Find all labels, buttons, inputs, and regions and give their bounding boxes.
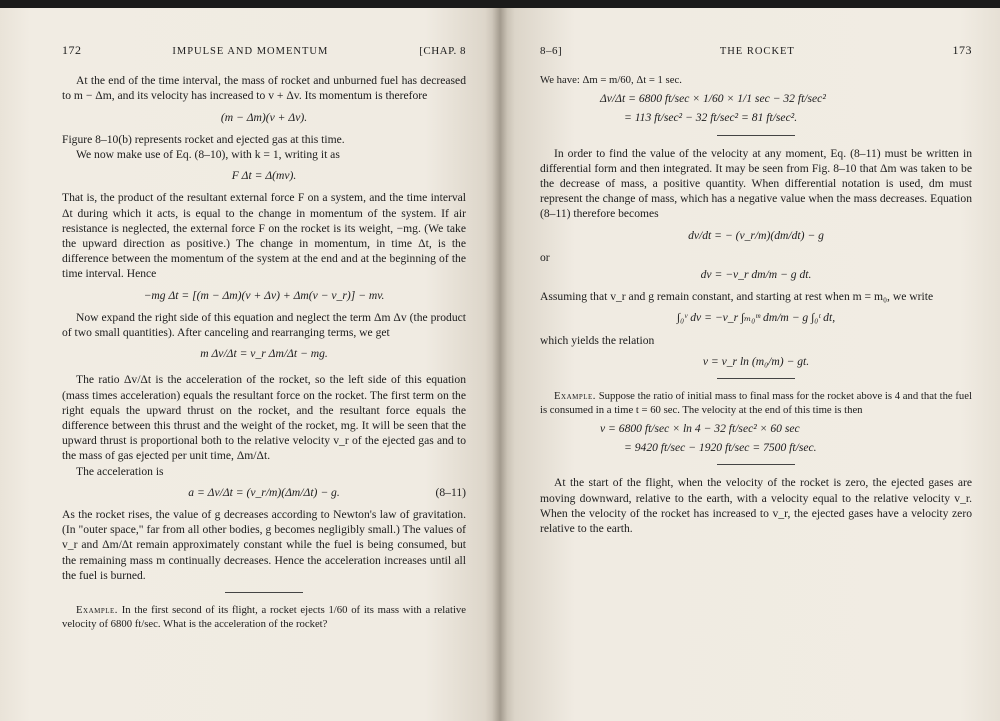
left-paragraph-2a: Figure 8–10(b) represents rocket and ejected gas at this time.	[62, 132, 345, 146]
left-paragraph-5: The ratio Δv/Δt is the acceleration of the rocket, so the left side of this equation (mass times acceleration) equals the resultant force on the rocket. The first term on the right equals the upward thrust on the rocket, and the resultant force equals the difference between this thrust and the weight of the rocket, mg. It will be seen that the upward thrust is proportional both to the relative velocity v_r of the ejected gas and to the mass of gas ejected per unit time, Δm/Δt.	[62, 373, 466, 463]
left-page-number: 172	[62, 43, 82, 57]
left-equation-2: F Δt = Δ(mv).	[231, 169, 297, 183]
left-equation-3: −mg Δt = [(m − Δm)(v + Δv) + Δm(v − v_r)] − mv.	[143, 288, 385, 302]
right-example-text: Suppose the ratio of initial mass to final mass for the rocket above is 4 and that the fuel is consumed in a time t = 60 sec. The velocity at the end of this time is then	[540, 390, 972, 417]
left-page-header	[62, 43, 466, 59]
right-equation-4: v = v_r ln (m₀/m) − gt.	[702, 354, 810, 368]
section-rule	[225, 592, 303, 593]
calculation-2	[540, 421, 972, 455]
left-paragraph-1: At the end of the time interval, the mass of rocket and unburned fuel has decreased to m − Δm, and its velocity has increased to v + Δv. Its momentum is therefore	[62, 74, 466, 103]
calc-line-4: = 9420 ft/sec − 1920 ft/sec = 7500 ft/sec.	[624, 441, 817, 455]
right-page-number: 173	[952, 43, 972, 57]
example-end-rule	[717, 135, 795, 136]
left-example	[62, 603, 466, 631]
right-example	[540, 389, 972, 417]
left-example-label: Example.	[76, 604, 118, 617]
example-end-rule-2	[717, 464, 795, 465]
right-example-label: Example.	[554, 390, 596, 403]
calc-line-2: = 113 ft/sec² − 32 ft/sec² = 81 ft/sec².	[624, 111, 798, 125]
have-line: We have: Δm = m/60, Δt = 1 sec.	[540, 74, 682, 87]
calculation-1	[540, 91, 972, 125]
left-example-text: In the first second of its flight, a rocket ejects 1/60 of its mass with a relative velocity of 6800 ft/sec. What is the acceleration of the rocket?	[62, 604, 466, 631]
left-page	[0, 8, 500, 721]
left-running-head: IMPULSE AND MOMENTUM	[172, 46, 329, 57]
right-page	[500, 8, 1000, 721]
left-equation-5-body: a = Δv/Δt = (v_r/m)(Δm/Δt) − g.	[188, 485, 340, 499]
right-paragraph-3: which yields the relation	[540, 333, 655, 347]
left-paragraph-2b: We now make use of Eq. (8–10), with k = 1, writing it as	[76, 148, 340, 162]
right-paragraph-2: Assuming that v_r and g remain constant, and starting at rest when m = m₀, we write	[540, 290, 934, 304]
left-paragraph-4: Now expand the right side of this equation and neglect the term Δm Δv (the product of two small quantities). After canceling and rearranging terms, we get	[62, 310, 466, 340]
right-paragraph-1: In order to find the value of the velocity at any moment, Eq. (8–11) must be written in differential form and then integrated. It may be seen from Fig. 8–10 that Δm was taken to be the decrease of mass, a positive quantity. When differential notation is used, dm must represent the change of mass, which has a negative value when the mass decreases. Equation (8–11) therefore becomes	[540, 146, 972, 221]
chapter-label: [CHAP. 8	[419, 45, 466, 57]
right-paragraph-4: At the start of the flight, when the velocity of the rocket is zero, the ejected gases are moving downward, relative to the earth, with a velocity equal to the relative velocity v_r. When the velocity of the rocket has increased to v_r, the ejected gases have a velocity zero relative to the earth.	[540, 476, 972, 536]
right-equation-2: dv = −v_r dm/m − g dt.	[700, 268, 812, 282]
calc-line-3: v = 6800 ft/sec × ln 4 − 32 ft/sec² × 60 sec	[600, 422, 800, 436]
left-equation-5	[62, 485, 466, 500]
calc-line-1: Δv/Δt = 6800 ft/sec × 1/60 × 1/1 sec − 32 ft/sec²	[600, 92, 826, 106]
right-equation-3: ∫₀ᵛ dv = −v_r ∫ₘ₀ᵐ dm/m − g ∫₀ᵗ dt,	[676, 311, 836, 325]
equation-number-8-11: (8–11)	[435, 485, 466, 499]
book-gutter	[492, 8, 508, 721]
right-page-header	[540, 43, 972, 59]
section-label: 8–6]	[540, 45, 563, 57]
section-rule-2	[717, 378, 795, 379]
left-equation-1: (m − Δm)(v + Δv).	[220, 110, 308, 124]
left-paragraph-7: As the rocket rises, the value of g decreases according to Newton's law of gravitation. (In "outer space," far from all other bodies, g becomes negligibly small.) The values of v_r and Δm/Δt remain approximately constant while the fuel is being consumed, but the remaining mass m continually decreases. Hence the acceleration increases until all the fuel is burned.	[62, 508, 466, 582]
left-equation-4: m Δv/Δt = v_r Δm/Δt − mg.	[200, 347, 328, 361]
left-paragraph-3: That is, the product of the resultant external force F on a system, and the time interval Δt during which it acts, is equal to the change in momentum of the system. If air resistance is neglected, the external force F on the rocket is its weight, −mg. (We take the upward direction as positive.) The change in momentum, in time Δt, is the difference between the momentum of the system at the end and at the beginning of the time interval. Hence	[62, 191, 466, 281]
right-running-head: THE ROCKET	[719, 46, 795, 57]
or-label: or	[540, 250, 550, 264]
right-equation-1: dv/dt = − (v_r/m)(dm/dt) − g	[688, 228, 824, 242]
left-paragraph-6: The acceleration is	[76, 464, 164, 478]
